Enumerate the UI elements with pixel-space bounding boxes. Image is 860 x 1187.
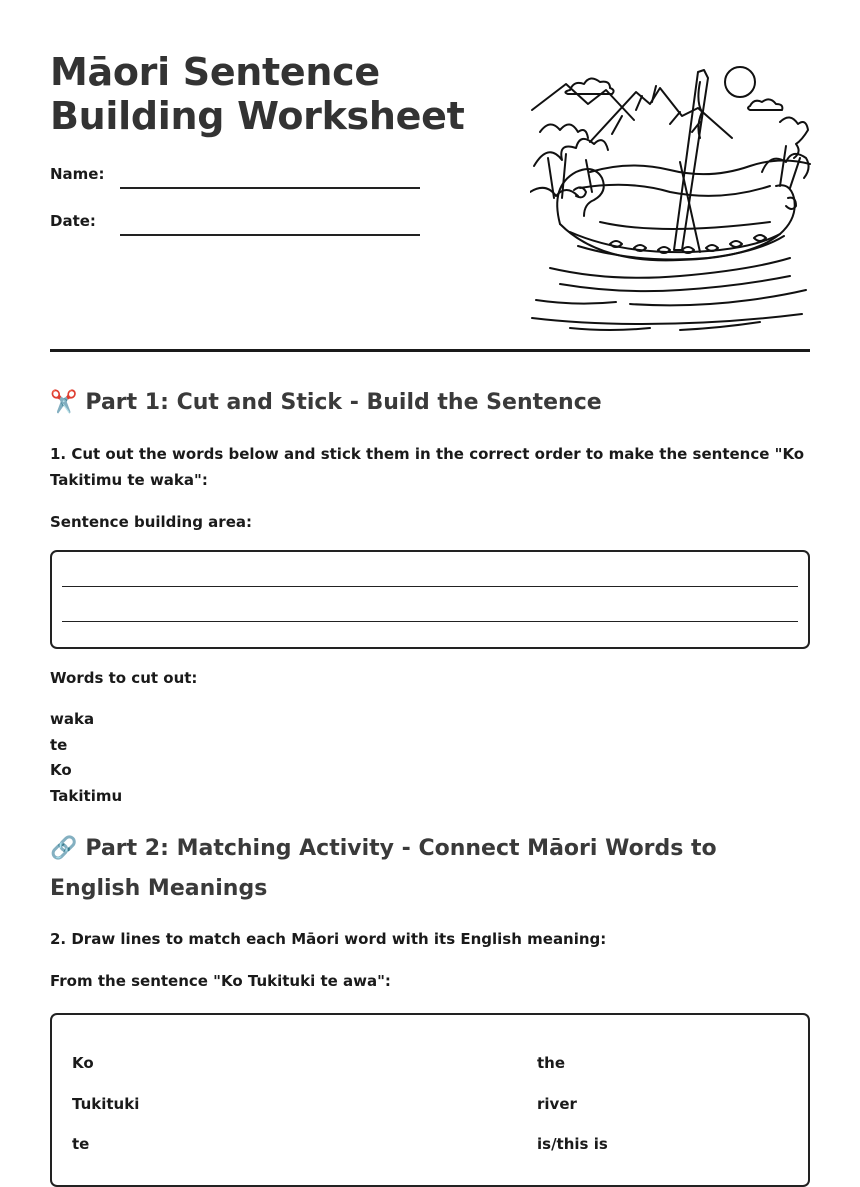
- words-to-cut-label: Words to cut out:: [50, 669, 198, 687]
- sentence-write-line-2[interactable]: [62, 621, 798, 622]
- name-write-line[interactable]: [120, 187, 420, 189]
- part2-heading-text: Part 2: Matching Activity - Connect Māori Words to English Meanings: [50, 836, 717, 901]
- page-title: [50, 50, 464, 138]
- english-meaning[interactable]: is/this is: [537, 1135, 608, 1153]
- part2-instruction: 2. Draw lines to match each Māori word with its English meaning:: [50, 930, 607, 948]
- title-line-1: Māori Sentence: [50, 50, 380, 94]
- part1-heading: [50, 383, 602, 423]
- scissors-icon: ✂️: [50, 390, 78, 415]
- english-meaning[interactable]: river: [537, 1095, 577, 1113]
- title-line-2: Building Worksheet: [50, 94, 465, 138]
- header-divider: [50, 349, 810, 352]
- name-label: Name:: [50, 165, 105, 183]
- date-field: [50, 212, 420, 242]
- english-meaning[interactable]: the: [537, 1054, 566, 1072]
- worksheet-header: [50, 0, 810, 352]
- cut-out-word[interactable]: waka: [50, 710, 95, 728]
- sentence-write-line-1[interactable]: [62, 586, 798, 587]
- cut-out-word-list: [50, 707, 122, 810]
- link-icon: 🔗: [50, 836, 78, 861]
- sentence-area-label: Sentence building area:: [50, 513, 252, 531]
- sentence-building-area[interactable]: [50, 550, 810, 649]
- cut-out-word[interactable]: Ko: [50, 761, 72, 780]
- date-label: Date:: [50, 212, 96, 230]
- date-write-line[interactable]: [120, 234, 420, 236]
- name-field: [50, 165, 420, 195]
- cut-out-word[interactable]: te: [50, 735, 68, 754]
- maori-word[interactable]: Tukituki: [72, 1095, 140, 1113]
- part2-heading: [50, 829, 810, 909]
- cut-out-word[interactable]: Takitimu: [50, 787, 123, 806]
- matching-source-label: From the sentence "Ko Tukituki te awa":: [50, 972, 391, 990]
- part1-heading-text: Part 1: Cut and Stick - Build the Sentence: [85, 390, 602, 415]
- maori-word[interactable]: te: [72, 1135, 90, 1153]
- waka-canoe-illustration: [530, 62, 812, 332]
- part1-instruction: 1. Cut out the words below and stick them in the correct order to make the sentence "Ko Takitimu te waka":: [50, 445, 805, 489]
- maori-word[interactable]: Ko: [72, 1054, 94, 1072]
